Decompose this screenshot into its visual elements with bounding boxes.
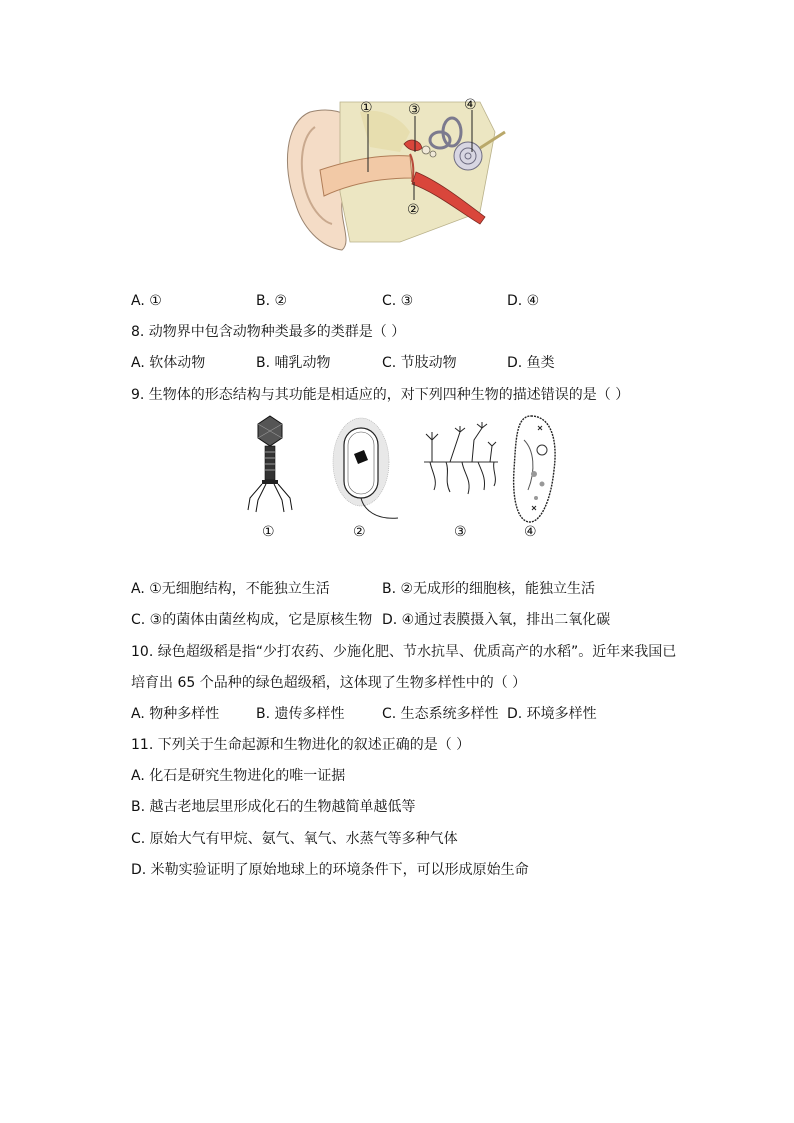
q7-option-d[interactable]: D. ④ <box>507 293 540 309</box>
organism-label-3: ③ <box>454 524 467 540</box>
q10-option-a[interactable]: A. 物种多样性 <box>131 706 220 722</box>
q7-option-c[interactable]: C. ③ <box>382 293 414 309</box>
q8-option-b[interactable]: B. 哺乳动物 <box>256 355 331 371</box>
q11-option-d[interactable]: D. 米勒实验证明了原始地球上的环境条件下，可以形成原始生命 <box>131 862 529 878</box>
ear-diagram <box>280 92 510 254</box>
organism-label-2: ② <box>353 524 366 540</box>
bacterium-drawing <box>333 418 398 518</box>
q10-stem-line2: 培育出 65 个品种的绿色超级稻，这体现了生物多样性中的（ ） <box>131 675 527 691</box>
q7-option-b[interactable]: B. ② <box>256 293 288 309</box>
organism-label-1: ① <box>262 524 275 540</box>
q9-option-a[interactable]: A. ①无细胞结构，不能独立生活 <box>131 581 330 597</box>
ear-figure <box>280 92 510 254</box>
q10-stem-line1: 10. 绿色超级稻是指“少打农药、少施化肥、节水抗旱、优质高产的水稻”。近年来我国已 <box>131 644 677 660</box>
q11-option-a[interactable]: A. 化石是研究生物进化的唯一证据 <box>131 768 346 784</box>
q9-option-d[interactable]: D. ④通过表膜摄入氧，排出二氧化碳 <box>382 612 611 628</box>
ear-label-1: ① <box>360 100 373 116</box>
organism-label-4: ④ <box>524 524 537 540</box>
q9-organisms-figure <box>236 410 566 545</box>
mold-drawing <box>424 422 498 494</box>
ear-label-2: ② <box>407 202 420 218</box>
q10-option-d[interactable]: D. 环境多样性 <box>507 706 597 722</box>
q11-option-c[interactable]: C. 原始大气有甲烷、氨气、氧气、水蒸气等多种气体 <box>131 831 458 847</box>
bacteriophage-drawing <box>248 416 292 512</box>
q10-option-b[interactable]: B. 遗传多样性 <box>256 706 345 722</box>
ear-label-3: ③ <box>408 102 421 118</box>
q10-option-c[interactable]: C. 生态系统多样性 <box>382 706 499 722</box>
q8-option-a[interactable]: A. 软体动物 <box>131 355 206 371</box>
q7-option-a[interactable]: A. ① <box>131 293 162 309</box>
paramecium-drawing <box>514 416 555 522</box>
q8-stem: 8. 动物界中包含动物种类最多的类群是（ ） <box>131 324 406 340</box>
q9-option-c[interactable]: C. ③的菌体由菌丝构成，它是原核生物 <box>131 612 373 628</box>
q9-stem: 9. 生物体的形态结构与其功能是相适应的，对下列四种生物的描述错误的是（ ） <box>131 387 630 403</box>
ear-label-4: ④ <box>464 97 477 113</box>
q8-option-c[interactable]: C. 节肢动物 <box>382 355 457 371</box>
q9-option-b[interactable]: B. ②无成形的细胞核，能独立生活 <box>382 581 596 597</box>
q11-stem: 11. 下列关于生命起源和生物进化的叙述正确的是（ ） <box>131 737 471 753</box>
q8-option-d[interactable]: D. 鱼类 <box>507 355 555 371</box>
organisms-diagram <box>236 410 566 545</box>
q11-option-b[interactable]: B. 越古老地层里形成化石的生物越简单越低等 <box>131 799 416 815</box>
